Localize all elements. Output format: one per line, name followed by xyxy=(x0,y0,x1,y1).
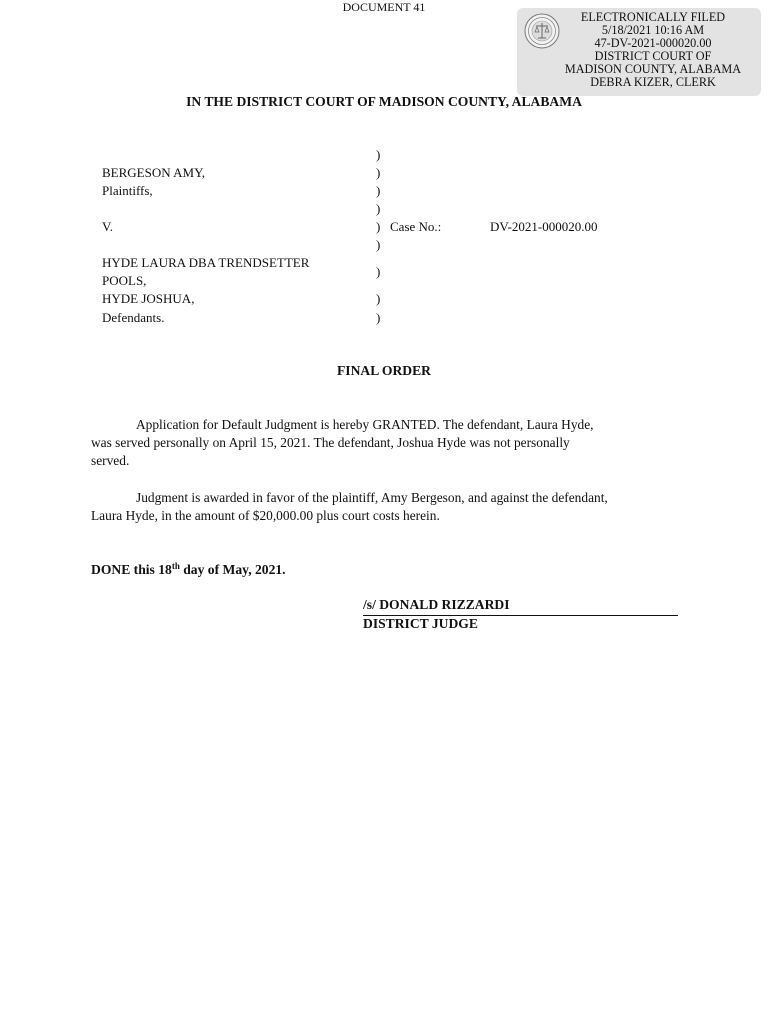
done-ordinal: th xyxy=(171,561,180,571)
defendant-1-line-2: POOLS, xyxy=(102,273,147,288)
caption-paren: ) xyxy=(376,201,381,216)
stamp-line-filed: ELECTRONICALLY FILED xyxy=(580,10,726,24)
done-prefix: DONE this 18 xyxy=(91,562,172,577)
caption-paren: ) xyxy=(376,183,381,198)
order-heading: FINAL ORDER xyxy=(336,363,432,378)
versus-label: V. xyxy=(102,219,113,234)
caption-paren: ) xyxy=(376,165,381,180)
defendant-1-line-1: HYDE LAURA DBA TRENDSETTER xyxy=(102,255,310,270)
plaintiff-name: BERGESON AMY, xyxy=(102,165,206,180)
paragraph-1-line: served. xyxy=(91,453,130,469)
caption-paren: ) xyxy=(376,291,381,306)
stamp-line-case: 47-DV-2021-000020.00 xyxy=(594,36,712,51)
caption-paren: ) xyxy=(376,237,381,252)
stamp-line-clerk: DEBRA KIZER, CLERK xyxy=(590,75,716,90)
paragraph-1-line: Application for Default Judgment is hereby GRANTED. The defendant, Laura Hyde, xyxy=(136,417,594,432)
stamp-line-court: DISTRICT COURT OF xyxy=(594,49,712,64)
judge-signature: /s/ DONALD RIZZARDI xyxy=(363,597,510,612)
paragraph-1-line: was served personally on April 15, 2021. The defendant, Joshua Hyde was not personally xyxy=(91,435,570,451)
defendant-2-name: HYDE JOSHUA, xyxy=(102,291,195,306)
done-suffix: day of May, 2021. xyxy=(179,562,286,577)
order-paragraph-2 xyxy=(91,489,681,525)
stamp-line-county: MADISON COUNTY, ALABAMA xyxy=(564,62,742,77)
plaintiff-role: Plaintiffs, xyxy=(102,183,153,198)
caption-paren: ) xyxy=(376,264,381,279)
order-paragraph-1 xyxy=(91,416,681,471)
stamp-line-datetime: 5/18/2021 10:16 AM xyxy=(601,23,705,38)
defendant-role: Defendants. xyxy=(102,310,165,325)
judge-title: DISTRICT JUDGE xyxy=(363,616,478,631)
caption-paren: ) xyxy=(376,147,381,162)
filing-stamp xyxy=(517,8,761,96)
paragraph-2-line: Judgment is awarded in favor of the plaintiff, Amy Bergeson, and against the defendant, xyxy=(136,490,608,505)
caption-paren: ) xyxy=(376,310,381,325)
done-line xyxy=(91,561,286,578)
court-title: IN THE DISTRICT COURT OF MADISON COUNTY, ALABAMA xyxy=(186,94,582,109)
document-number: DOCUMENT 41 xyxy=(342,0,426,14)
caption-paren: ) xyxy=(376,219,381,234)
case-number-label: Case No.: xyxy=(390,219,442,234)
case-number-value: DV-2021-000020.00 xyxy=(490,219,598,234)
paragraph-2-line: Laura Hyde, in the amount of $20,000.00 plus court costs herein. xyxy=(91,508,440,524)
